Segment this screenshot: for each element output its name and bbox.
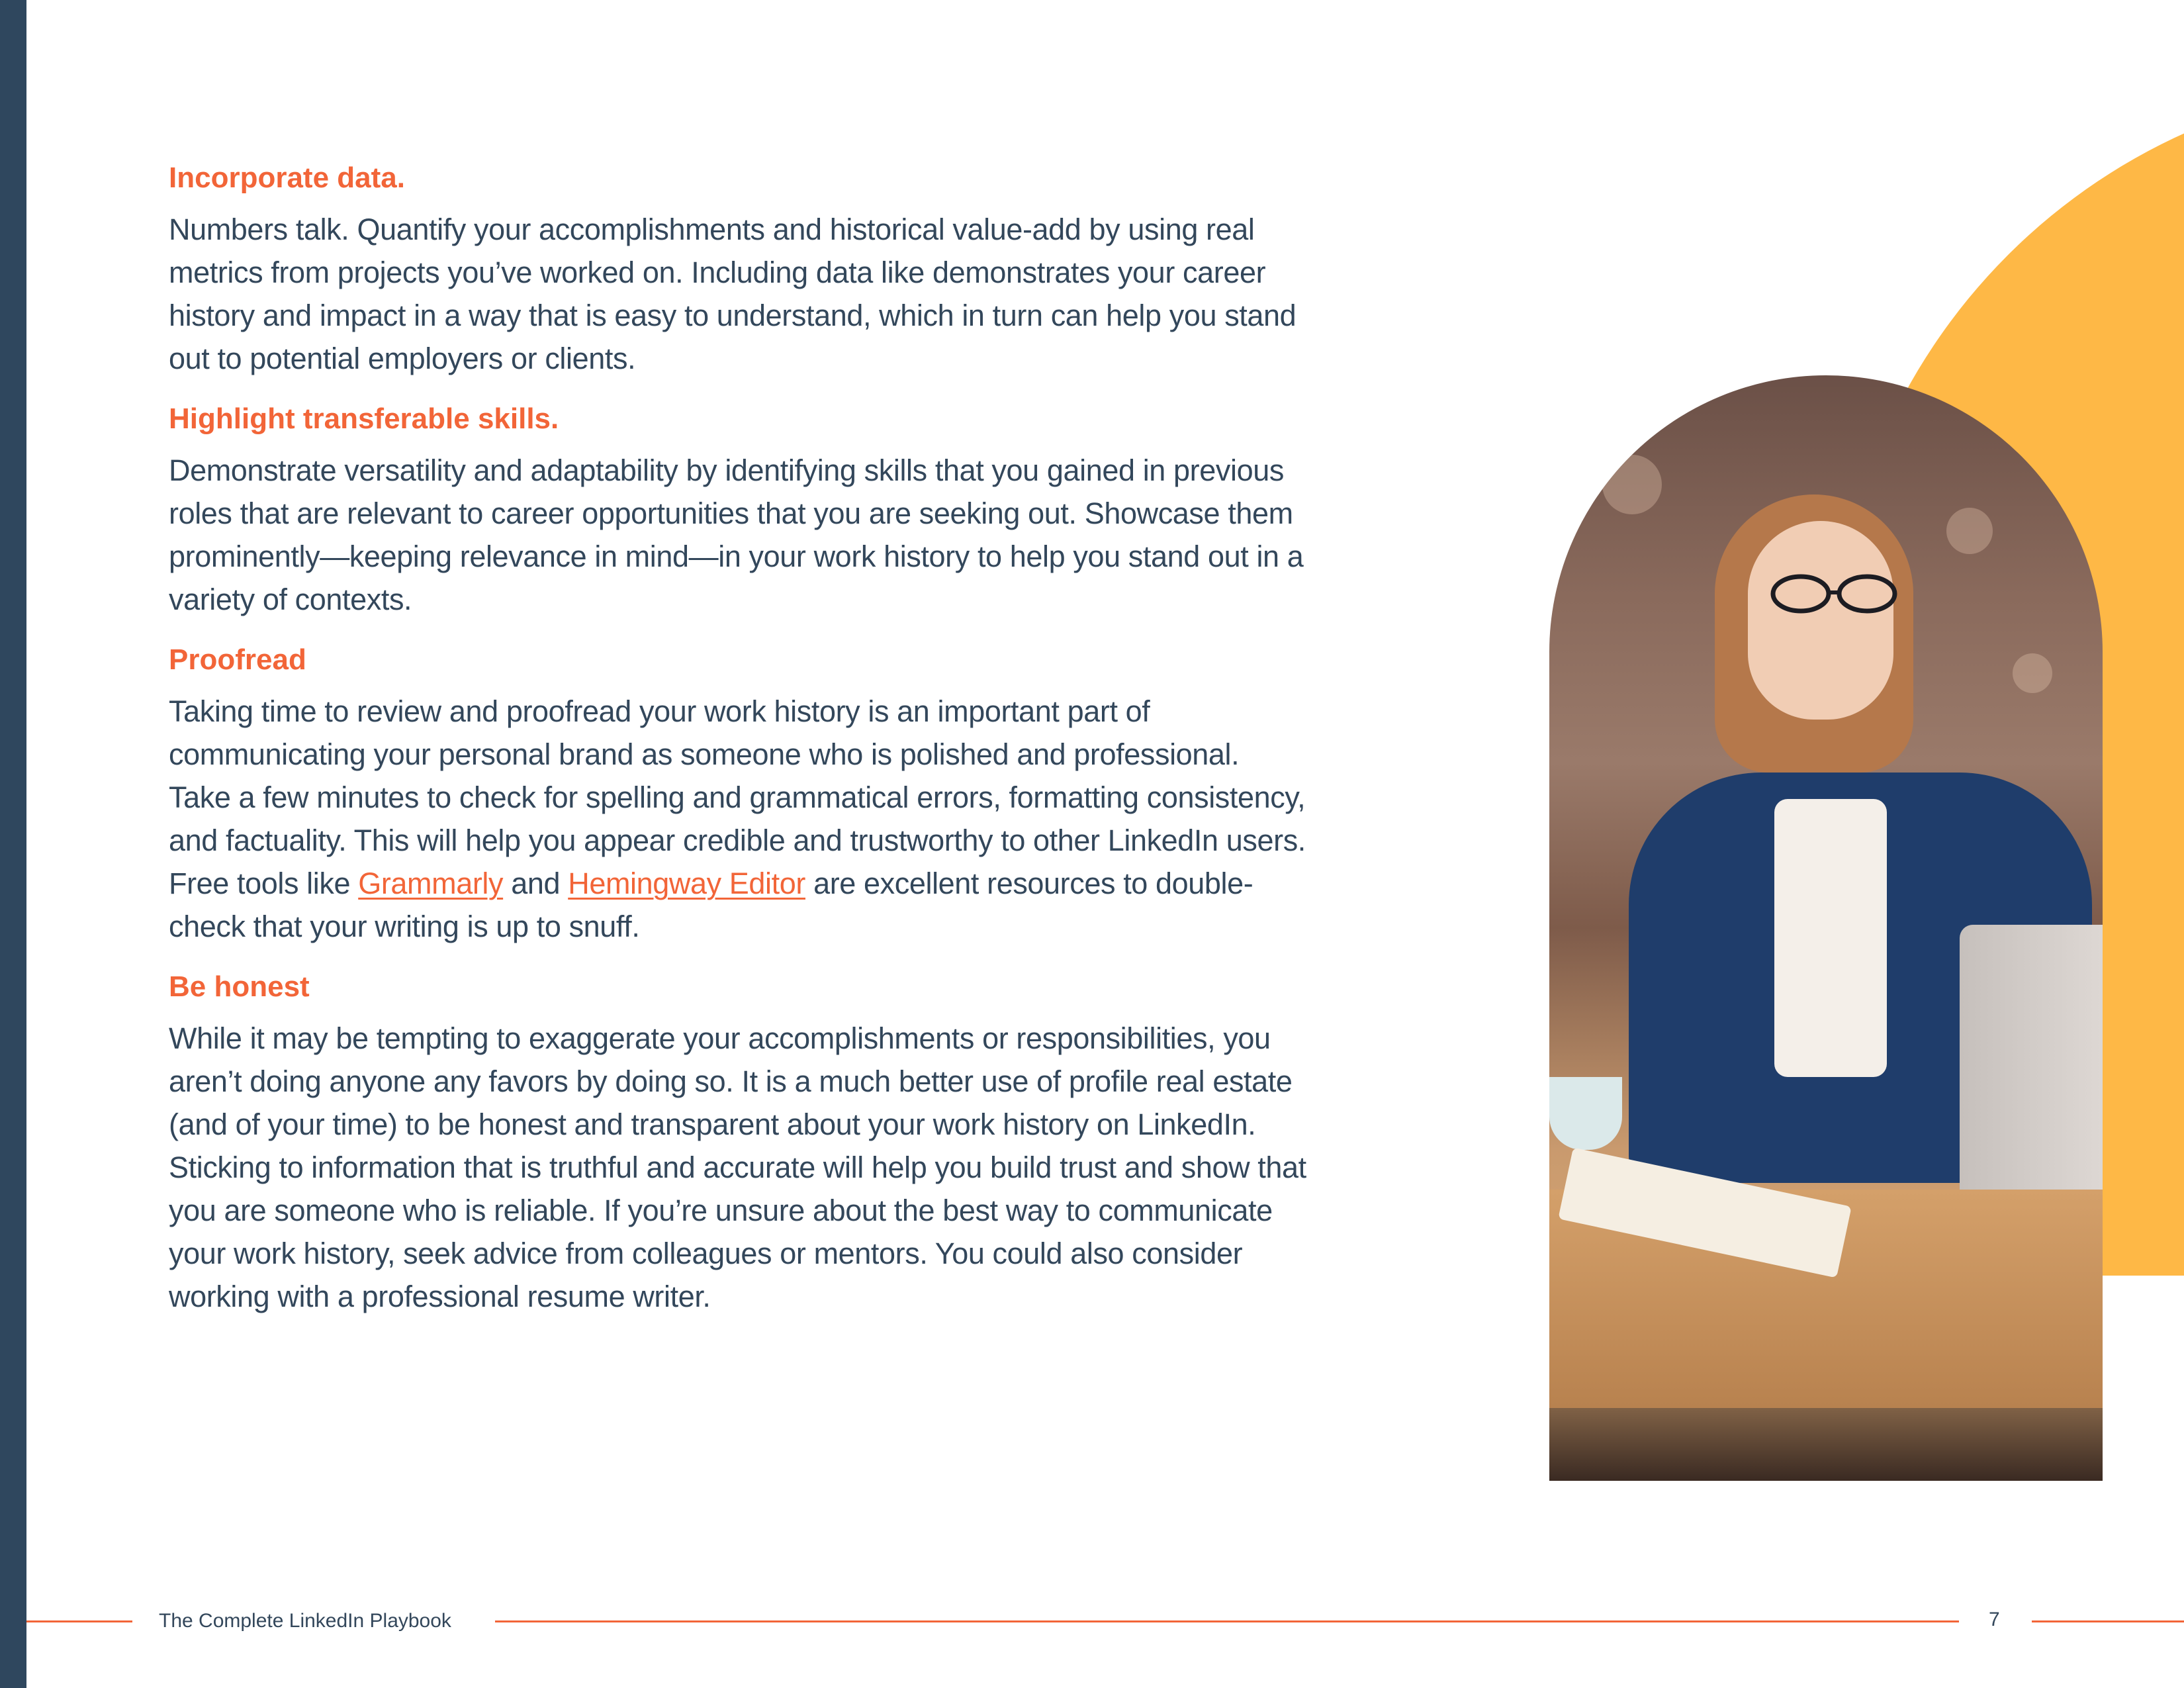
footer-divider [26,1620,132,1622]
glasses-icon [1768,574,1900,614]
footer-divider [2032,1620,2184,1622]
section-body: Demonstrate versatility and adaptability by identifying skills that you gained in previous roles that are relevant to career opportunities that you are seeking out. Showcase them prominently—keeping relevance in mind—in your work history to help you stand out in a variety of contexts. [169,453,1304,616]
laptop [1960,925,2103,1216]
section-incorporate-data [169,159,1307,380]
section-proofread [169,641,1307,948]
section-transferable-skills [169,400,1307,621]
footer-title: The Complete LinkedIn Playbook [159,1610,451,1632]
section-body: While it may be tempting to exaggerate your accomplishments or responsibilities, you aren’t doing anyone any favors by doing so. It is a much better use of profile real estate (and of your time) to be honest and transparent about your work history on LinkedIn. Sticking to information that is truthful and accurate will help you build trust and show that you are someone who is reliable. If you’re unsure about the best way to communicate your work history, seek advice from colleagues or mentors. You could also consider working with a professional resume writer. [169,1021,1306,1313]
section-heading: Incorporate data. [169,162,405,194]
body-text: and [503,867,569,900]
hemingway-editor-link[interactable]: Hemingway Editor [568,867,805,900]
face [1748,521,1893,720]
woman-at-cafe-photo [1549,375,2103,1481]
section-be-honest [169,968,1307,1318]
section-body: Numbers talk. Quantify your accomplishments and historical value-add by using real metrics from projects you’ve worked on. Including data like demonstrates your career history and impact in a way that is easy to understand, which in turn can help you stand out to potential employers or clients. [169,212,1297,375]
bokeh-light [1946,508,1993,554]
main-content [169,159,1307,1338]
body-text: are excellent resources to double-check that your writing is up to snuff. [169,867,1253,943]
left-accent-bar [0,0,26,1688]
bokeh-light [2013,653,2052,693]
coffee-cup [1549,1077,1622,1150]
section-heading: Be honest [169,970,310,1003]
body-text: Taking time to review and proofread your work history is an important part of communicating your personal brand as someone who is polished and professional. Take a few minutes to check for spelling and grammatical errors, formatting consistency, and factuality. This will help you appear credible and trustworthy to other LinkedIn users. Free tools like [169,694,1306,900]
section-heading: Highlight transferable skills. [169,402,559,435]
section-body [169,690,1307,948]
footer-divider [495,1620,1959,1622]
bokeh-light [1602,455,1662,514]
shirt [1774,799,1887,1077]
grammarly-link[interactable]: Grammarly [358,867,504,900]
section-heading: Proofread [169,643,306,676]
page-number: 7 [1989,1609,2000,1630]
